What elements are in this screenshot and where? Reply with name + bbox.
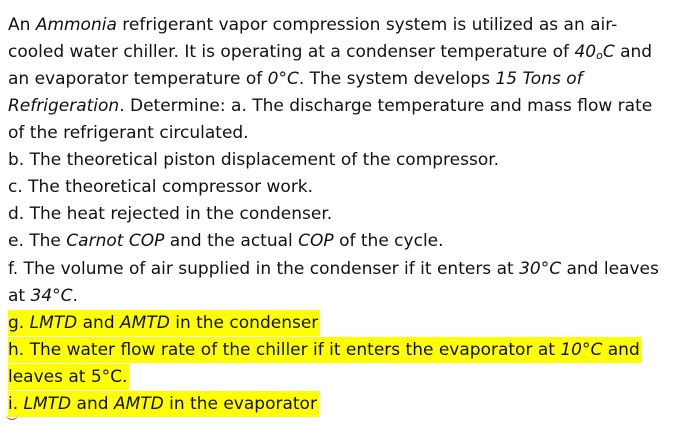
tons-refrigeration: 15 Tons of: [495, 69, 583, 89]
line-5: of the refrigerant circulated.: [8, 123, 249, 143]
line-4: Refrigeration. Determine: a. The discharge temperature and mass flow rate: [8, 96, 653, 116]
item-c: c. The theoretical compressor work.: [8, 177, 314, 197]
line-1: An Ammonia refrigerant vapor compression system is utilized as an air-: [8, 15, 618, 35]
item-h-continued: [8, 364, 129, 390]
highlight-h: h. The water flow rate of the chiller if it enters the evaporator at 10°C and: [8, 337, 642, 363]
item-e: e. The Carnot COP and the actual COP of the cycle.: [8, 231, 444, 251]
spellcheck-mark-icon: [6, 414, 18, 420]
item-i: [8, 391, 319, 417]
item-h: [8, 337, 642, 363]
condenser-temp: 40oC: [574, 42, 615, 62]
highlight-g: g. LMTD and AMTD in the condenser: [8, 310, 320, 336]
item-f: f. The volume of air supplied in the condenser if it enters at 30°C and leaves: [8, 259, 659, 279]
item-b: b. The theoretical piston displacement of the compressor.: [8, 150, 500, 170]
item-f-continued: at 34°C.: [8, 286, 78, 306]
line-3: an evaporator temperature of 0°C. The system develops 15 Tons of: [8, 69, 583, 89]
highlight-h-2: leaves at 5°C.: [8, 364, 129, 390]
evaporator-temp: 0°C: [267, 69, 299, 89]
ammonia-term: Ammonia: [35, 15, 117, 35]
item-g: [8, 310, 320, 336]
item-d: d. The heat rejected in the condenser.: [8, 204, 333, 224]
line-2: cooled water chiller. It is operating at a condenser temperature of 40oC and: [8, 42, 653, 62]
highlight-i: i. LMTD and AMTD in the evaporator: [8, 391, 319, 417]
